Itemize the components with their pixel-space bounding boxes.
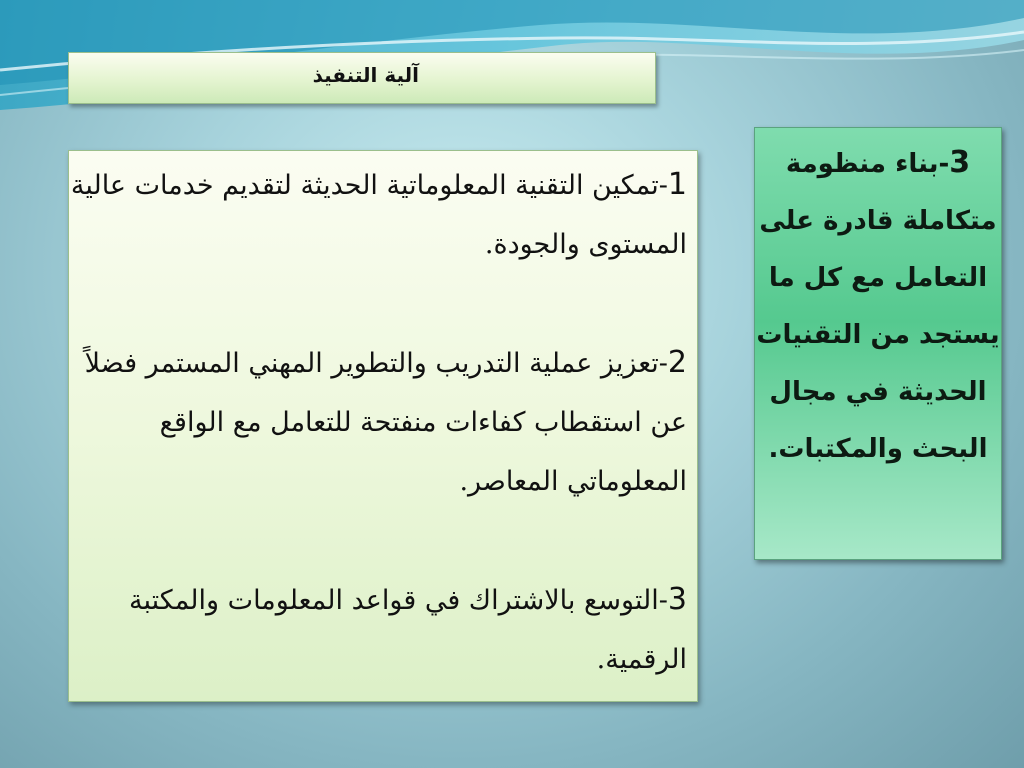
side-content-text [756,134,1000,478]
list-item [70,570,687,689]
item-text: -تعزيز عملية التدريب والتطوير المهني المستمر فضلاً عن استقطاب كفاءات منفتحة للتعامل مع الواقع المعلوماتي المعاصر. [84,348,687,497]
side-item-text: -بناء منظومة متكاملة قادرة على التعامل مع كل ما يستجد من التقنيات الحديثة في مجال البحث والمكتبات. [756,149,1000,464]
list-item [70,155,687,274]
item-text: -التوسع بالاشتراك في قواعد المعلومات والمكتبة الرقمية. [129,585,687,675]
slide-title: آلية التنفيذ [312,63,419,87]
item-number: 3 [667,582,687,617]
item-number: 2 [667,345,687,380]
item-number: 1 [667,167,687,202]
list-item [70,333,687,511]
title-box [68,52,656,104]
item-text: -تمكين التقنية المعلوماتية الحديثة لتقديم خدمات عالية المستوى والجودة. [70,170,687,260]
main-content-text [70,155,687,689]
side-item-number: 3 [949,145,971,180]
